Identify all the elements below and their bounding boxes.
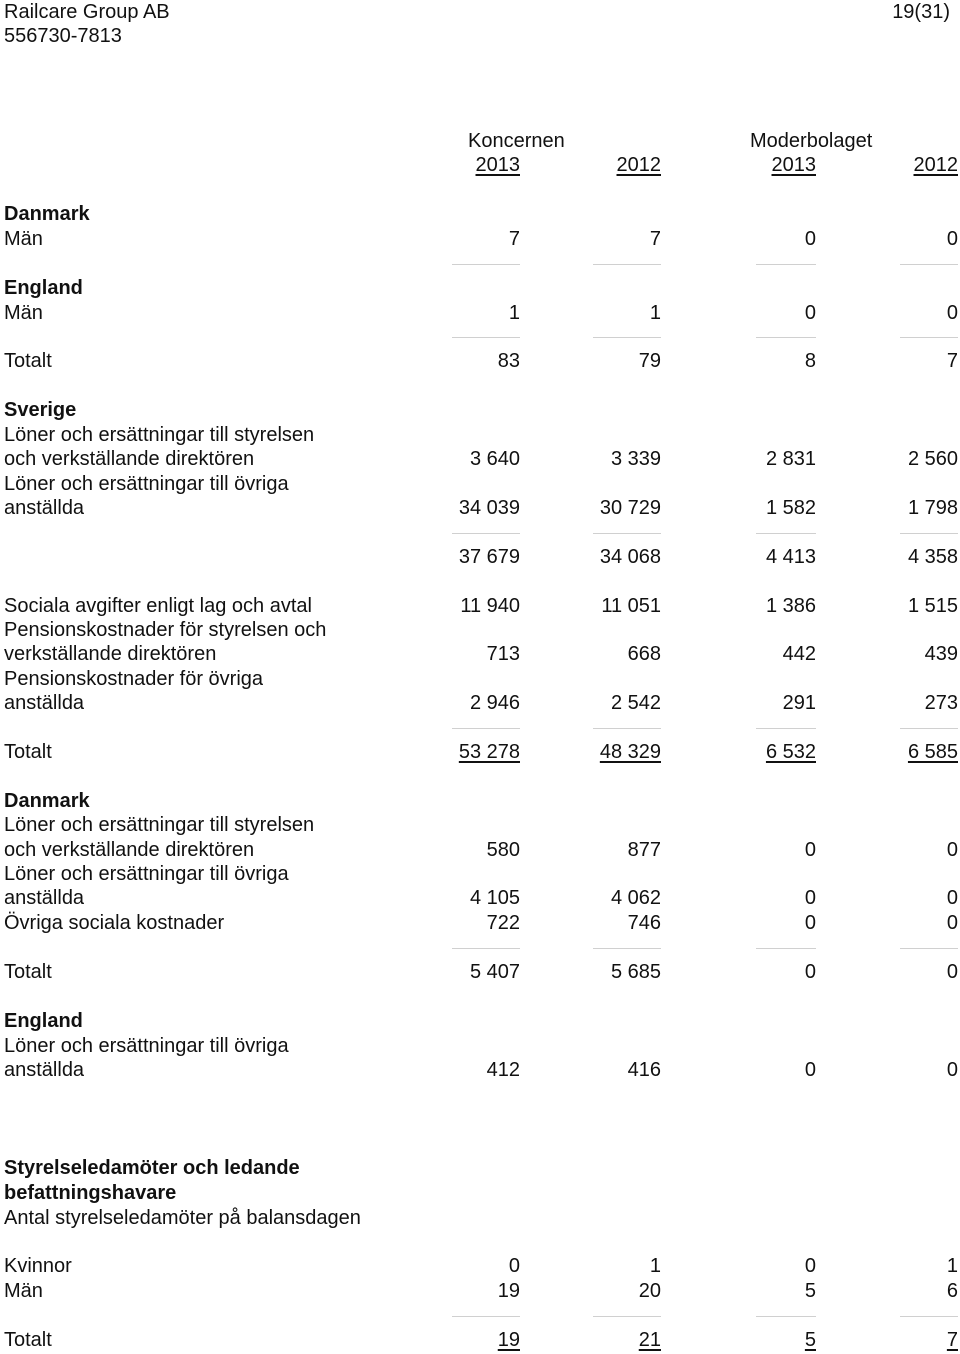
row-value: 7	[508, 228, 520, 250]
row-value: 0	[804, 961, 816, 983]
row-value: 30 729	[599, 497, 661, 519]
row-value: 1 386	[765, 595, 816, 617]
subtotal-rule	[756, 728, 816, 729]
subtotal-rule	[593, 948, 661, 949]
row-label: Totalt	[4, 350, 52, 372]
page-number: 19(31)	[892, 1, 950, 23]
row-label: Män	[4, 228, 43, 250]
row-value: 6 585	[907, 741, 958, 763]
row-value: 3 339	[610, 448, 661, 470]
row-value: 1	[946, 1255, 958, 1277]
row-value: 5	[804, 1329, 816, 1351]
row-label: och verkställande direktören	[4, 839, 255, 861]
row-value: 442	[782, 643, 816, 665]
row-value: 21	[638, 1329, 661, 1351]
row-value: 1 582	[765, 497, 816, 519]
row-value: 53 278	[458, 741, 520, 763]
row-value: 4 358	[907, 546, 958, 568]
row-value: 48 329	[599, 741, 661, 763]
row-value: 722	[486, 912, 520, 934]
row-value: 1	[649, 302, 661, 324]
section-heading: befattningshavare	[4, 1182, 177, 1204]
subtotal-rule	[900, 337, 958, 338]
subtotal-rule	[452, 337, 520, 338]
row-label: Löner och ersättningar till styrelsen	[4, 814, 315, 836]
subtotal-rule	[593, 1316, 661, 1317]
row-value: 5 407	[469, 961, 520, 983]
row-value: 2 946	[469, 692, 520, 714]
row-value: 37 679	[458, 546, 520, 568]
section-heading: Styrelseledamöter och ledande	[4, 1157, 300, 1179]
section-heading: Danmark	[4, 203, 90, 225]
row-value: 0	[804, 887, 816, 909]
row-value: 0	[804, 302, 816, 324]
subtotal-rule	[452, 948, 520, 949]
subtotal-rule	[593, 337, 661, 338]
row-value: 0	[946, 887, 958, 909]
row-label: Löner och ersättningar till övriga	[4, 863, 289, 885]
row-label: Löner och ersättningar till styrelsen	[4, 424, 315, 446]
row-value: 19	[497, 1329, 520, 1351]
row-label: Löner och ersättningar till övriga	[4, 1035, 289, 1057]
row-label: Övriga sociala kostnader	[4, 912, 225, 934]
subtotal-rule	[452, 1316, 520, 1317]
row-value: 3 640	[469, 448, 520, 470]
row-value: 1 798	[907, 497, 958, 519]
row-label: anställda	[4, 887, 85, 909]
subtotal-rule	[593, 264, 661, 265]
row-value: 34 068	[599, 546, 661, 568]
row-value: 79	[638, 350, 661, 372]
subtotal-rule	[452, 728, 520, 729]
row-value: 1	[508, 302, 520, 324]
row-label: Sociala avgifter enligt lag och avtal	[4, 595, 312, 617]
column-year-koncernen-2013: 2013	[475, 154, 520, 176]
row-label: anställda	[4, 497, 85, 519]
subtotal-rule	[900, 948, 958, 949]
column-year-koncernen-2012: 2012	[616, 154, 661, 176]
column-group-moderbolaget: Moderbolaget	[750, 130, 873, 152]
row-value: 713	[486, 643, 520, 665]
row-value: 11 051	[601, 595, 661, 617]
row-value: 19	[497, 1280, 520, 1302]
row-value: 7	[946, 350, 958, 372]
subtotal-rule	[452, 533, 520, 534]
row-value: 0	[946, 961, 958, 983]
row-label: Kvinnor	[4, 1255, 72, 1277]
row-value: 0	[946, 302, 958, 324]
row-value: 0	[946, 839, 958, 861]
column-year-moderbolaget-2013: 2013	[771, 154, 816, 176]
row-value: 0	[804, 1255, 816, 1277]
row-value: 1 515	[907, 595, 958, 617]
row-value: 746	[627, 912, 661, 934]
row-value: 0	[508, 1255, 520, 1277]
row-value: 416	[627, 1059, 661, 1081]
subtotal-rule	[756, 337, 816, 338]
row-value: 412	[486, 1059, 520, 1081]
row-value: 5 685	[610, 961, 661, 983]
row-value: 5	[804, 1280, 816, 1302]
row-value: 668	[627, 643, 661, 665]
subtotal-rule	[593, 533, 661, 534]
row-value: 83	[497, 350, 520, 372]
subtotal-rule	[900, 728, 958, 729]
row-value: 4 105	[469, 887, 520, 909]
subtotal-rule	[756, 948, 816, 949]
row-value: 0	[946, 1059, 958, 1081]
section-heading: Danmark	[4, 790, 90, 812]
row-value: 4 062	[610, 887, 661, 909]
subtotal-rule	[900, 264, 958, 265]
row-label: Totalt	[4, 1329, 52, 1351]
row-value: 439	[924, 643, 958, 665]
org-number: 556730-7813	[4, 25, 122, 47]
row-label: anställda	[4, 692, 85, 714]
section-heading: England	[4, 1010, 83, 1032]
row-label: och verkställande direktören	[4, 448, 255, 470]
row-value: 7	[946, 1329, 958, 1351]
row-value: 2 831	[765, 448, 816, 470]
row-value: 2 560	[907, 448, 958, 470]
row-label: Pensionskostnader för styrelsen och	[4, 619, 327, 641]
subtotal-rule	[756, 264, 816, 265]
subtotal-rule	[756, 1316, 816, 1317]
row-value: 6 532	[765, 741, 816, 763]
subtotal-rule	[593, 728, 661, 729]
row-value: 8	[804, 350, 816, 372]
row-value: 0	[804, 228, 816, 250]
row-value: 291	[782, 692, 816, 714]
row-label: anställda	[4, 1059, 85, 1081]
row-label: verkställande direktören	[4, 643, 217, 665]
row-label: Män	[4, 302, 43, 324]
row-value: 6	[946, 1280, 958, 1302]
column-year-moderbolaget-2012: 2012	[913, 154, 958, 176]
subtotal-rule	[900, 1316, 958, 1317]
subtotal-rule	[900, 533, 958, 534]
column-group-koncernen: Koncernen	[468, 130, 565, 152]
row-value: 2 542	[610, 692, 661, 714]
row-value: 7	[649, 228, 661, 250]
row-value: 11 940	[460, 595, 520, 617]
row-label: Pensionskostnader för övriga	[4, 668, 264, 690]
row-label: Totalt	[4, 741, 52, 763]
row-value: 877	[627, 839, 661, 861]
subtotal-rule	[756, 533, 816, 534]
row-value: 273	[924, 692, 958, 714]
section-heading: England	[4, 277, 83, 299]
row-label: Antal styrelseledamöter på balansdagen	[4, 1207, 361, 1229]
row-label: Män	[4, 1280, 43, 1302]
row-value: 0	[946, 228, 958, 250]
row-value: 0	[804, 1059, 816, 1081]
company-name: Railcare Group AB	[4, 1, 170, 23]
subtotal-rule	[452, 264, 520, 265]
row-value: 0	[946, 912, 958, 934]
row-value: 20	[638, 1280, 661, 1302]
row-value: 0	[804, 912, 816, 934]
row-value: 0	[804, 839, 816, 861]
section-heading: Sverige	[4, 399, 77, 421]
row-value: 580	[486, 839, 520, 861]
row-value: 1	[649, 1255, 661, 1277]
row-value: 34 039	[458, 497, 520, 519]
row-label: Totalt	[4, 961, 52, 983]
row-label: Löner och ersättningar till övriga	[4, 473, 289, 495]
row-value: 4 413	[765, 546, 816, 568]
